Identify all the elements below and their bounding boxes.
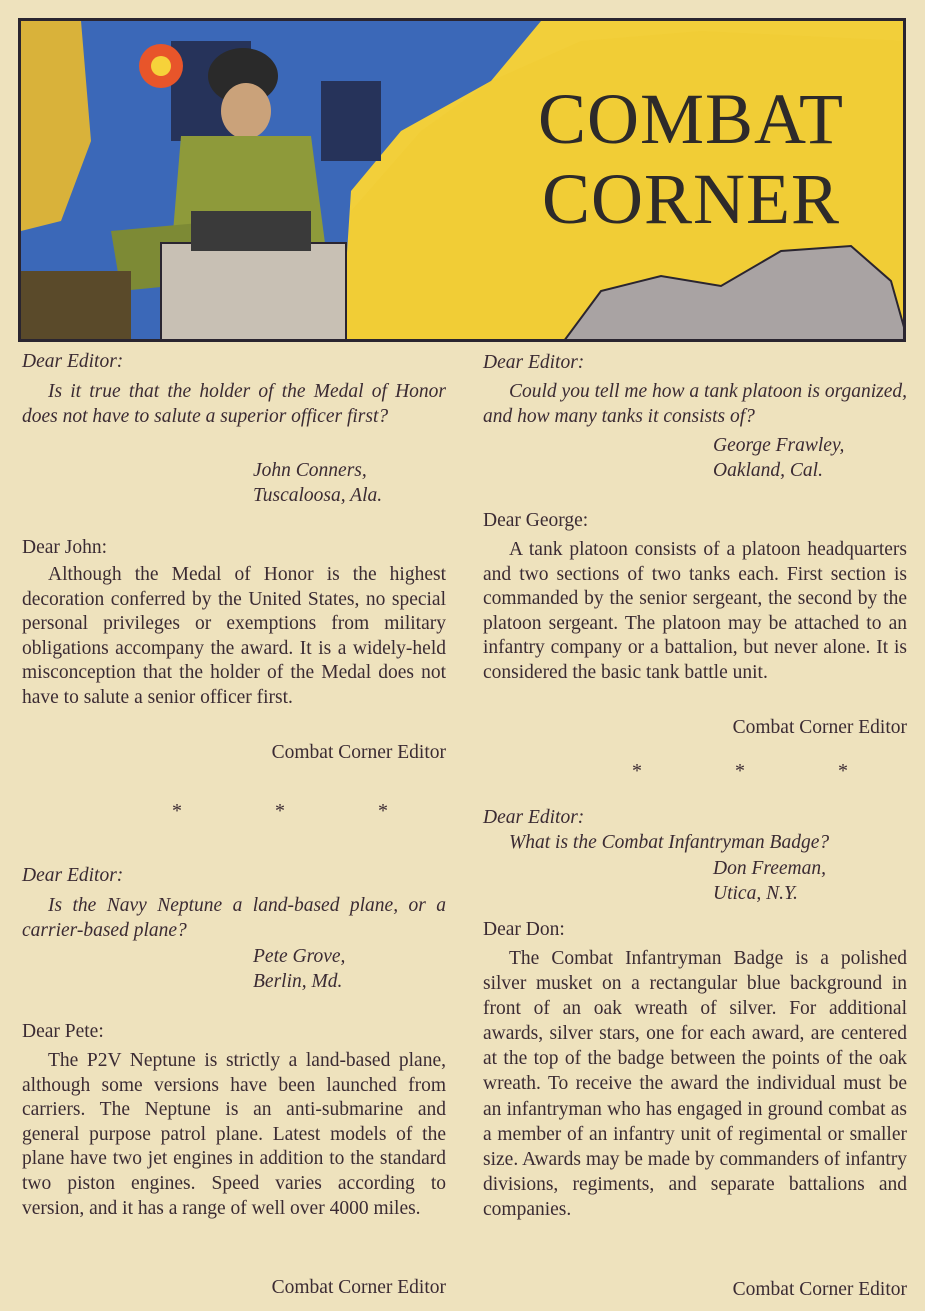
letter-author-place: Berlin, Md. xyxy=(253,971,343,992)
letter-author-place: Oakland, Cal. xyxy=(713,460,823,481)
letter-author-name: Don Freeman, xyxy=(713,858,827,879)
reply-salutation: Dear George: xyxy=(483,510,589,531)
letter-question: What is the Combat Infantryman Badge? xyxy=(509,832,830,853)
reply-salutation: Dear Don: xyxy=(483,919,565,940)
reply-body: The P2V Neptune is strictly a land-based plane, although some versions have been launched from carriers. The Neptune is an anti-submarine and general purpose patrol plane. Latest models of the plane have two jet engines in addition to the standard two piston engines. Speed varies according to version, and it has a range of well over 4000 miles. xyxy=(22,1050,446,1219)
page-title: COMBAT CORNER xyxy=(537,79,845,239)
letter-salutation: Dear Editor: xyxy=(483,352,585,373)
reply-signoff: Combat Corner Editor xyxy=(271,1277,446,1298)
reply-signoff: Combat Corner Editor xyxy=(271,742,446,763)
letter-author-place: Tuscaloosa, Ala. xyxy=(253,485,383,506)
header-illustration xyxy=(18,18,906,342)
letter-question: Is it true that the holder of the Medal of Honor does not have to salute a superior officer first? xyxy=(22,381,446,427)
letter-question: Is the Navy Neptune a land-based plane, or a carrier-based plane? xyxy=(22,895,446,941)
letter-salutation: Dear Editor: xyxy=(22,865,124,886)
reply-body: Although the Medal of Honor is the highest decoration conferred by the United States, no special personal privileges or exemptions from military obligations accompany the award. It is a widely-held misconception that the holder of the Medal does not have to salute a senior officer first. xyxy=(22,564,446,708)
reply-signoff: Combat Corner Editor xyxy=(732,717,907,738)
letter-question: Could you tell me how a tank platoon is organized, and how many tanks it consists of? xyxy=(483,381,907,427)
letter-salutation: Dear Editor: xyxy=(483,807,585,828)
reply-body: A tank platoon consists of a platoon headquarters and two sections of two tanks each. First section is commanded by the senior sergeant, the second by the platoon sergeant. The platoon may be attached to an infantry company or a battalion, but never alone. It is considered the basic tank battle unit. xyxy=(483,539,907,683)
letter-author-name: Pete Grove, xyxy=(253,946,346,967)
letter-author-name: George Frawley, xyxy=(713,435,845,456)
letter-salutation: Dear Editor: xyxy=(22,351,124,372)
letter-author-name: John Conners, xyxy=(253,460,367,481)
letter-author-place: Utica, N.Y. xyxy=(713,883,798,904)
reply-signoff: Combat Corner Editor xyxy=(732,1279,907,1300)
separator-stars: * * * xyxy=(172,800,432,822)
separator-stars: * * * xyxy=(632,760,892,782)
reply-body: The Combat Infantryman Badge is a polished silver musket on a rectangular blue background in front of an oak wreath of silver. For additional awards, silver stars, one for each award, are centered at the top of the badge between the points of the oak wreath. To receive the award the individual must be an infantryman who has engaged in ground combat as a member of an infantry unit of regimental or smaller size. Awards may be made by commanders of infantry divisions, regiments, and separate battalions and companies. xyxy=(483,948,907,1220)
reply-salutation: Dear Pete: xyxy=(22,1021,104,1042)
reply-salutation: Dear John: xyxy=(22,537,108,558)
